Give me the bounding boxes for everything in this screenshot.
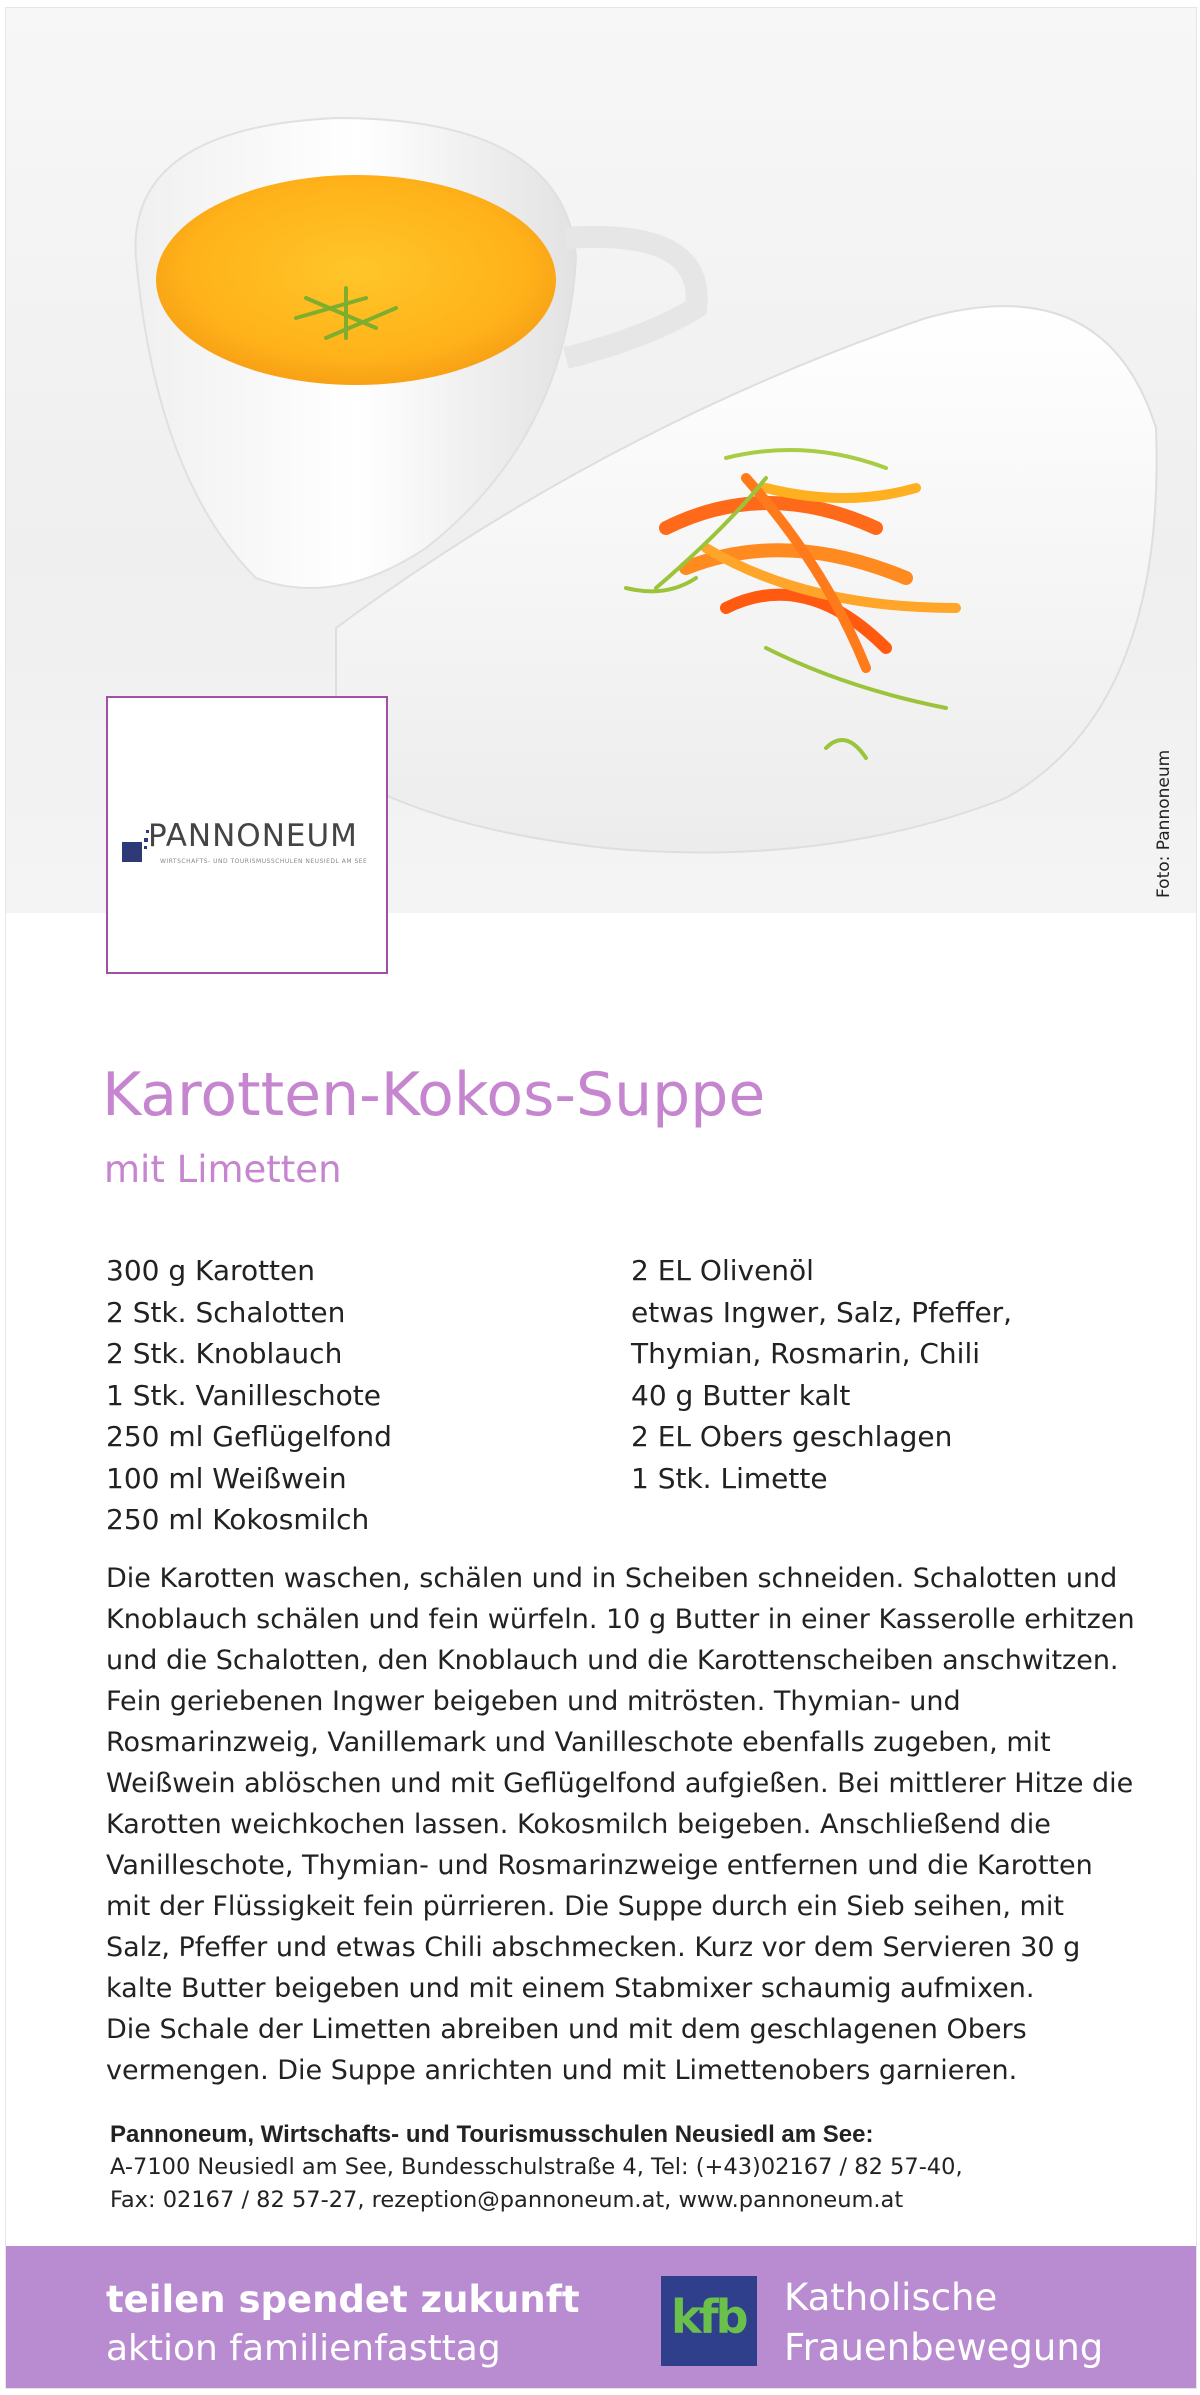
footer-org-line1: Katholische	[784, 2276, 998, 2319]
footer-slogan: teilen spendet zukunft	[106, 2278, 580, 2321]
ingredient-item: 40 g Butter kalt	[631, 1378, 851, 1412]
ingredient-item: 250 ml Kokosmilch	[106, 1503, 370, 1536]
logo-tagline: WIRTSCHAFTS- UND TOURISMUSSCHULEN NEUSIEDL AM SEE	[160, 858, 368, 865]
footer-banner	[6, 2246, 1196, 2388]
recipe-title: Karotten-Kokos-Suppe	[102, 1060, 766, 1130]
ingredient-item: 2 EL Olivenöl	[631, 1254, 814, 1287]
ingredient-item: 2 EL Obers geschlagen	[631, 1420, 953, 1453]
ingredient-item: 100 ml Weißwein	[106, 1461, 347, 1495]
recipe-subtitle: mit Limetten	[104, 1148, 342, 1191]
kfb-logo-text: kfb	[671, 2290, 746, 2344]
ingredient-item: Thymian, Rosmarin, Chili	[631, 1337, 981, 1370]
contact-fax-email: Fax: 02167 / 82 57-27, rezeption@pannoneum.at, www.pannoneum.at	[110, 2187, 904, 2213]
ingredient-item: 2 Stk. Knoblauch	[106, 1337, 343, 1370]
logo-name: PANNONEUM	[148, 818, 358, 854]
recipe-card	[6, 8, 1196, 2388]
ingredient-item: 1 Stk. Limette	[631, 1461, 828, 1495]
ingredient-item: 300 g Karotten	[106, 1254, 316, 1287]
footer-campaign: aktion familienfasttag	[106, 2328, 501, 2369]
method-paragraph: Die Schale der Limetten abreiben und mit dem geschlagenen Obers vermengen. Die Suppe anrichten und mit Limettenobers garnieren.	[106, 2014, 1027, 2086]
soup-surface	[156, 175, 556, 385]
cup-handle	[566, 237, 697, 358]
contact-address: A-7100 Neusiedl am See, Bundesschulstraße 4, Tel: (+43)02167 / 82 57-40,	[110, 2154, 963, 2180]
ingredient-item: 1 Stk. Vanilleschote	[106, 1378, 381, 1412]
method-paragraph: Die Karotten waschen, schälen und in Scheiben schneiden. Schalotten und Knoblauch schälen und fein würfeln. 10 g Butter in einer Kasserolle erhitzen und die Schalotten, den Knoblauch und die Karottenscheiben anschwitzen. Fein geriebenen Ingwer beigeben und mitrösten. Thymian- und Rosmarinzweig, Vanillemark und Vanilleschote ebenfalls zugeben, mit Weißwein ablöschen und mit Geflügelfond aufgießen. Bei mittlerer Hitze die Karotten weichkochen lassen. Kokosmilch beigeben. Anschließend die Vanilleschote, Thymian- und Rosmarinzweige entfernen und die Karotten mit der Flüssigkeit fein pürrieren. Die Suppe durch ein Sieb seihen, mit Salz, Pfeffer und etwas Chili abschmecken. Kurz vor dem Servieren 30 g kalte Butter beigeben und mit einem Stabmixer schaumig aufmixen.	[106, 1563, 1135, 2004]
contact-org: Pannoneum, Wirtschafts- und Tourismusschulen Neusiedl am See:	[110, 2121, 874, 2148]
ingredient-item: etwas Ingwer, Salz, Pfeffer,	[631, 1295, 1013, 1329]
kfb-logo	[661, 2276, 757, 2366]
method-text	[106, 1558, 1136, 2091]
pannoneum-logo	[106, 696, 388, 974]
ingredients-right	[631, 1250, 1012, 1499]
photo-credit: Foto: Pannoneum	[1154, 749, 1174, 898]
ingredient-item: 250 ml Geflügelfond	[106, 1420, 392, 1453]
contact-block	[110, 2118, 1150, 2217]
footer-org-line2: Frauenbewegung	[784, 2326, 1104, 2369]
ingredients-left	[106, 1250, 392, 1541]
ingredient-item: 2 Stk. Schalotten	[106, 1295, 346, 1329]
